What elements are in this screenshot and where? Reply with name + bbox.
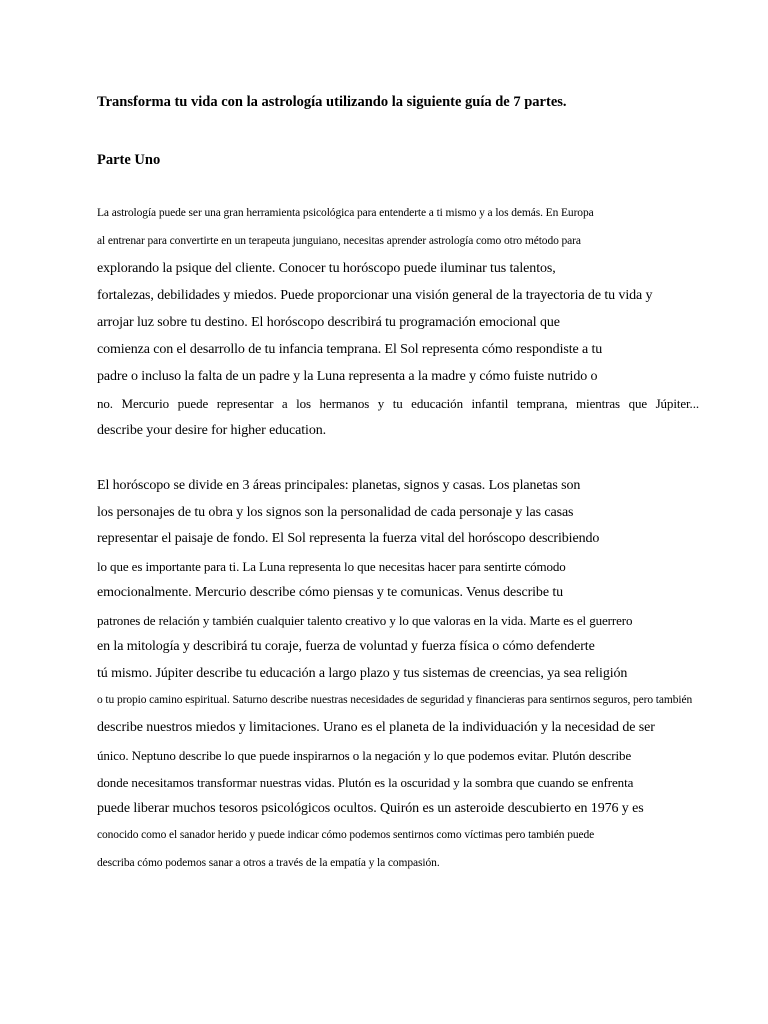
text-line: puede liberar muchos tesoros psicológicos ocultos. Quirón es un asteroide descubierto en 1976 y es <box>97 801 644 816</box>
section-heading: Parte Uno <box>97 152 161 168</box>
text-line: arrojar luz sobre tu destino. El horóscopo describirá tu programación emocional que <box>97 315 560 330</box>
document-title: Transforma tu vida con la astrología utilizando la siguiente guía de 7 partes. <box>97 94 567 110</box>
text-line: en la mitología y describirá tu coraje, fuerza de voluntad y fuerza física o cómo defenderte <box>97 639 595 654</box>
text-line: único. Neptuno describe lo que puede inspirarnos o la negación y lo que podemos evitar. Plutón describe <box>97 748 632 763</box>
text-line: describe nuestros miedos y limitaciones. Urano es el planeta de la individuación y la necesidad de ser <box>97 720 655 735</box>
text-line: El horóscopo se divide en 3 áreas principales: planetas, signos y casas. Los planetas son <box>97 478 581 493</box>
text-line: los personajes de tu obra y los signos son la personalidad de cada personaje y las casas <box>97 505 574 520</box>
text-line: emocionalmente. Mercurio describe cómo piensas y te comunicas. Venus describe tu <box>97 585 564 600</box>
text-line: fortalezas, debilidades y miedos. Puede proporcionar una visión general de la trayectoria de tu vida y <box>97 288 653 303</box>
text-line: comienza con el desarrollo de tu infancia temprana. El Sol representa cómo respondiste a tu <box>97 342 603 357</box>
text-line: representar el paisaje de fondo. El Sol representa la fuerza vital del horóscopo describiendo <box>97 531 600 546</box>
text-line: describa cómo podemos sanar a otros a través de la empatía y la compasión. <box>97 857 440 869</box>
text-line: describe your desire for higher education. <box>97 423 327 438</box>
text-line: padre o incluso la falta de un padre y la Luna representa a la madre y cómo fuiste nutrido o <box>97 369 598 384</box>
text-line: donde necesitamos transformar nuestras vidas. Plutón es la oscuridad y la sombra que cuando se enfrenta <box>97 775 634 790</box>
text-line: o tu propio camino espiritual. Saturno describe nuestras necesidades de seguridad y financieras para sentirnos seguros, pero también <box>97 694 693 706</box>
text-line: conocido como el sanador herido y puede indicar cómo podemos sentirnos como víctimas pero también puede <box>97 829 595 841</box>
text-line: La astrología puede ser una gran herramienta psicológica para entenderte a ti mismo y a los demás. En Europa <box>97 207 594 219</box>
text-line: explorando la psique del cliente. Conocer tu horóscopo puede iluminar tus talentos, <box>97 261 556 276</box>
text-line: patrones de relación y también cualquier talento creativo y lo que valoras en la vida. Marte es el guerrero <box>97 613 633 628</box>
text-line: no. Mercurio puede representar a los hermanos y tu educación infantil temprana, mientras que Júpiter... <box>97 396 699 411</box>
text-line: lo que es importante para ti. La Luna representa lo que necesitas hacer para sentirte cómodo <box>97 559 566 574</box>
text-line: al entrenar para convertirte en un terapeuta junguiano, necesitas aprender astrología como otro método para <box>97 235 581 247</box>
text-line: tú mismo. Júpiter describe tu educación a largo plazo y tus sistemas de creencias, ya sea religión <box>97 666 628 681</box>
